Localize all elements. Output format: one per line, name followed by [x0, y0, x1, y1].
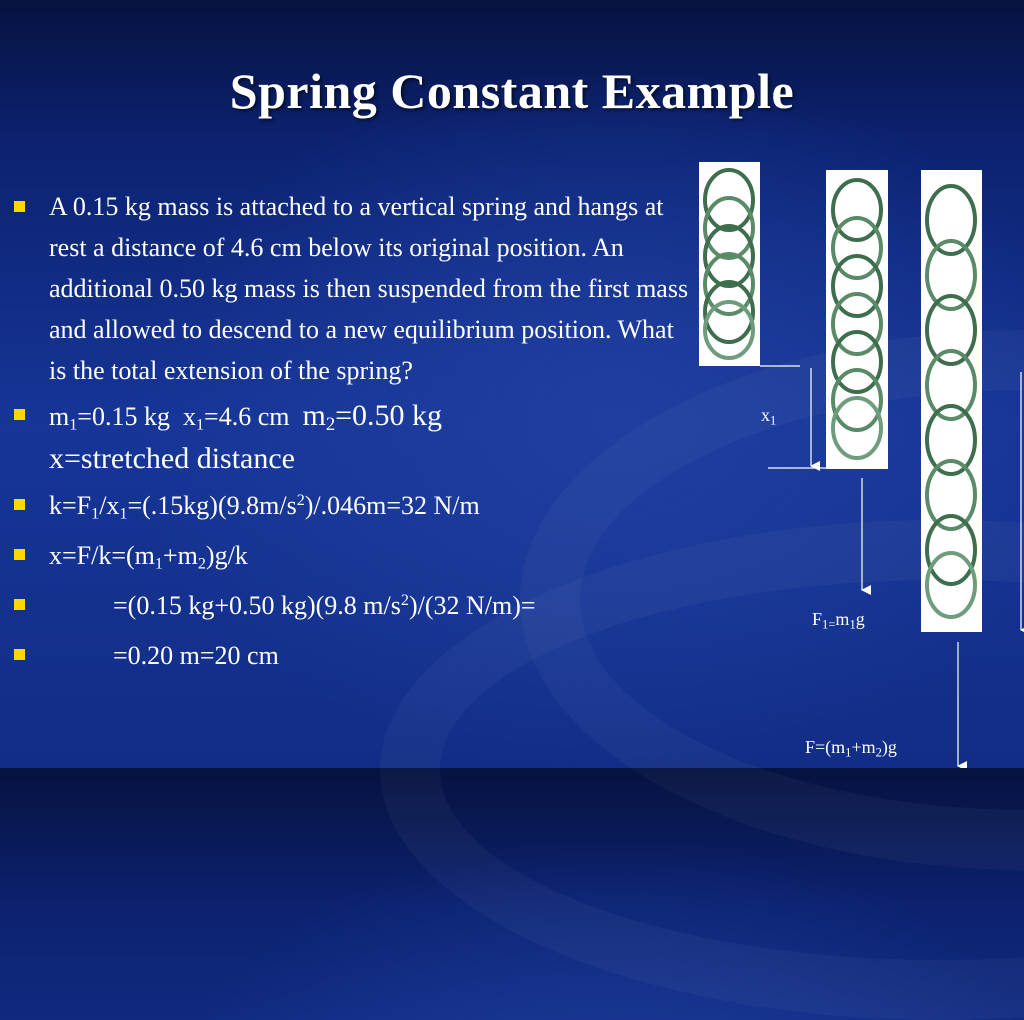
- spring-coil-icon: [826, 170, 888, 469]
- bullet-calculation: [12, 581, 689, 631]
- result-text: =0.20 m=20 cm: [113, 641, 279, 670]
- bullet-result: [12, 631, 689, 681]
- spring-mass1-panel: [826, 170, 888, 469]
- calculation-text: =(0.15 kg+0.50 kg)(9.8 $m/s^2)/(32$ N/m)=: [113, 591, 536, 620]
- bullet-x-formula: [12, 531, 689, 581]
- bullet-square-icon: [14, 549, 25, 560]
- spring-coil-icon: [699, 162, 760, 366]
- spring-unstretched-panel: [699, 162, 760, 366]
- bullet-square-icon: [14, 201, 25, 212]
- bullet-square-icon: [14, 599, 25, 610]
- x-formula: $x=F/k=(m_1+m_2)g/k$: [49, 541, 248, 573]
- x1-given: $x_1=4.6$ cm: [182, 402, 290, 434]
- m1-given: $m_1=0.15$ kg: [49, 402, 170, 434]
- bullet-square-icon: [14, 649, 25, 660]
- x1-label: $x_1$: [761, 405, 777, 428]
- bullet-givens: [12, 395, 689, 481]
- k-formula: $k=F_1/x_1=(.15kg)(9.8m/s^2)/.046m=32$ N/m: [49, 491, 480, 523]
- bullet-square-icon: [14, 409, 25, 420]
- bullet-square-icon: [14, 499, 25, 510]
- m2-given: $m_2=0.50$ kg: [302, 399, 443, 436]
- spring-coil-icon: [921, 170, 982, 632]
- slide-title: Spring Constant Example: [229, 63, 795, 119]
- bullet-list: [12, 186, 689, 681]
- f-total-label: $F=(m_1+m_2)g$: [805, 737, 897, 760]
- bullet-problem: [12, 186, 689, 391]
- x-definition: x=stretched distance: [49, 442, 295, 475]
- problem-text: A 0.15 kg mass is attached to a vertical spring and hangs at rest a distance of 4.6 cm below its original position. An additional 0.50 kg mass is then suspended from the first mass and allowed to descend to a new equilibrium position. What is the total extension of the spring?: [49, 192, 689, 385]
- bullet-k-formula: [12, 481, 689, 531]
- spring-mass2-panel: [921, 170, 982, 632]
- f1-label: $F_{1=}m_1g$: [812, 609, 865, 632]
